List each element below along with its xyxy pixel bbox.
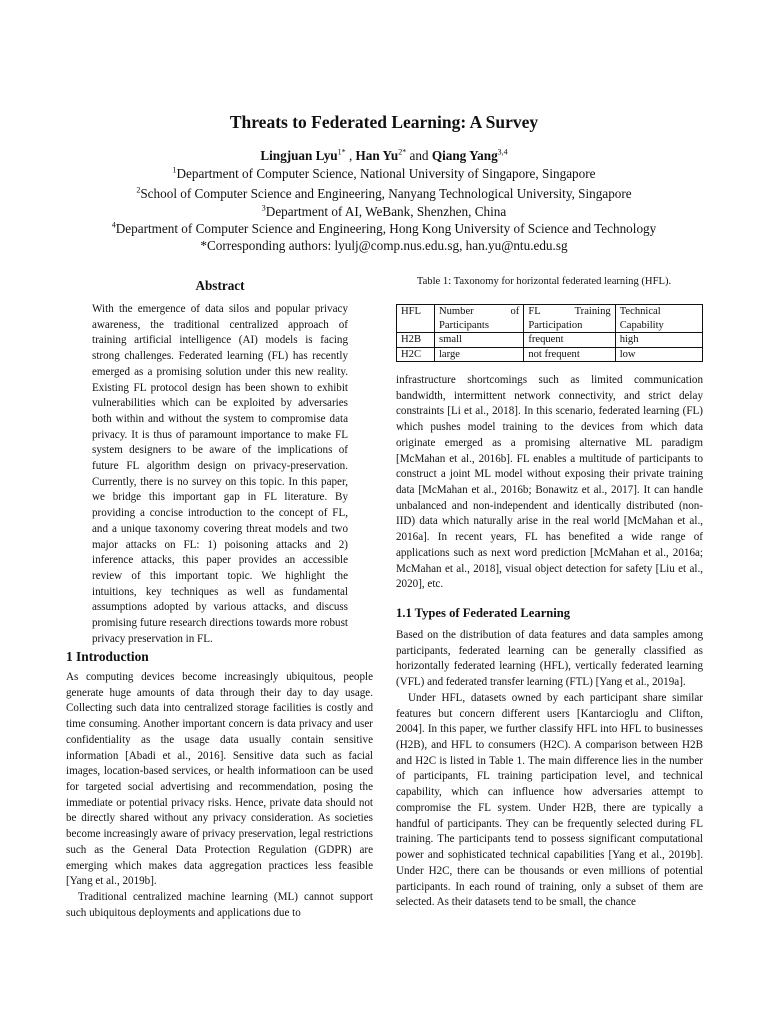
paragraph: Under HFL, datasets owned by each participant share similar features but concern different users [Kantarcioglu and Clifton, 2004]. In this paper, we further classify HFL into HFL to businesses (H2B), and HFL to consumers (H2C). A comparison between H2B and H2C is listed in Table 1. The main difference lies in the number of participants, FL training participation level, and technical capability, which can influence how adversaries attempt to compromise the FL system. Under H2B, there are typically a handful of participants. They can be frequently selected during FL training. The participants tend to possess significant computational power and sophisticated technical capabilities [Yang et al., 2019b]. Under H2C, there can be thousands or even millions of potential participants. In each round of training, only a subset of them are selected. As their datasets tend to be small, the chance: [396, 691, 703, 909]
affiliation: [0, 186, 768, 202]
author-superscript: 3,4: [497, 147, 508, 157]
affiliation-superscript: 4: [111, 220, 116, 230]
author-line: [0, 148, 768, 164]
subsection-heading-types-of-fl: 1.1 Types of Federated Learning: [396, 606, 571, 620]
table-caption: Table 1: Taxonomy for horizontal federated learning (HFL).: [416, 276, 672, 287]
affiliation-text: School of Computer Science and Engineering, Nanyang Technological University, Singapore: [140, 186, 632, 201]
author-name: Lingjuan Lyu: [260, 148, 338, 163]
affiliation-text: Department of AI, WeBank, Shenzhen, China: [265, 204, 507, 219]
paper-title: Threats to Federated Learning: A Survey: [229, 112, 539, 132]
affiliation-text: Department of Computer Science and Engineering, Hong Kong University of Science and Technology: [115, 221, 657, 236]
author-superscript: 2*: [398, 147, 407, 157]
abstract-heading: Abstract: [195, 278, 245, 293]
affiliation-superscript: 2: [136, 185, 141, 195]
author-name: Qiang Yang: [431, 148, 498, 163]
affiliation-text: Department of Computer Science, National University of Singapore, Singapore: [176, 166, 596, 181]
right-column-intro-continued: [396, 373, 703, 593]
paragraph: As computing devices become increasingly ubiquitous, people generate huge amounts of data through their day to day usage. Collecting such data into centralized storage facilities is costly and time consuming. Another important concern is data privacy and user confidentiality as the usage data usually contain sensitive information [Abadi et al., 2016]. Sensitive data such as facial images, location-based services, or health informatioon can be used for targeted social advertising and recommendation, posing the immediate or potential privacy risks. Hence, private data should not be directly shared without any privacy consideration. As societies become increasingly aware of privacy preservation, legal restrictions such as the General Data Protection Regulation (GDPR) are emerging which makes data aggregation practices less feasible [Yang et al., 2019b].: [66, 671, 373, 888]
affiliation: [0, 166, 768, 182]
table-cell: frequent: [524, 333, 615, 348]
table-cell: H2B: [397, 333, 435, 348]
corresponding-authors: *Corresponding authors: lyulj@comp.nus.edu.sg, han.yu@ntu.edu.sg: [200, 238, 568, 253]
taxonomy-table: [396, 304, 703, 362]
paragraph: Traditional centralized machine learning (ML) cannot support such ubiquitous deployments and applications due to: [66, 891, 373, 919]
author-separator: ,: [345, 148, 356, 163]
table-cell: high: [615, 333, 702, 348]
table-cell: low: [615, 347, 702, 362]
table-header-cell: Technical Capability: [615, 305, 702, 333]
affiliation-superscript: 1: [172, 165, 177, 175]
abstract-text: With the emergence of data silos and popular privacy awareness, the traditional centralized approach of training artificial intelligence (AI) models is facing strong challenges. Federated learning (FL) has recently emerged as a promising solution under this new reality. Existing FL protocol design has been shown to exhibit vulnerabilities which can be exploited by adversaries both within and without the system to compromise data privacy. It is thus of paramount importance to make FL system designers to be aware of the implications of future FL algorithm design on privacy-preservation. Currently, there is no survey on this topic. In this paper, we bridge this important gap in FL literature. By providing a concise introduction to the concept of FL, and a unique taxonomy covering threat models and two major attacks on FL: 1) poisoning attacks and 2) inference attacks, this paper provides an accessible review of this important topic. We highlight the intuitions, key techniques as well as fundamental assumptions adopted by various attacks, and discuss promising future research directions towards more robust privacy preservation in FL.: [92, 303, 348, 645]
paragraph: infrastructure shortcomings such as limited communication bandwidth, intermittent network connectivity, and strict delay constraints [Li et al., 2018]. In this scenario, federated learning (FL) which pushes model training to the devices from which data originate emerged as a promising alternative ML paradigm [McMahan et al., 2016b]. FL enables a multitude of participants to construct a joint ML model without exposing their private training data [McMahan et al., 2016b; Bonawitz et al., 2017]. It can handle unbalanced and non-independent and identically distributed (non-IID) data which naturally arise in the real world [McMahan et al., 2016a]. In recent years, FL has benefited a wide range of applications such as next word prediction [McMahan et al., 2016a; McMahan et al., 2018], visual object detection for safety [Liu et al., 2020], etc.: [396, 374, 703, 591]
author-separator: and: [406, 148, 432, 163]
table-row: [397, 347, 703, 362]
affiliation: [0, 221, 768, 237]
table-header-row: [397, 305, 703, 333]
introduction-body: [66, 670, 373, 922]
author-name: Han Yu: [355, 148, 399, 163]
table-cell: small: [434, 333, 523, 348]
section-heading-introduction: 1 Introduction: [66, 649, 149, 664]
table-cell: not frequent: [524, 347, 615, 362]
table-cell: H2C: [397, 347, 435, 362]
author-superscript: 1*: [337, 147, 346, 157]
types-of-fl-body: [396, 628, 703, 911]
table-header-cell: HFL: [397, 305, 435, 333]
table-header-cell: FL Training Participation: [524, 305, 615, 333]
table-header-cell: Number of Participants: [434, 305, 523, 333]
affiliation: [0, 204, 768, 220]
paragraph: Based on the distribution of data features and data samples among participants, federated learning can be generally classified as horizontally federated learning (HFL), vertically federated learning (VFL) and federated transfer learning (FTL) [Yang et al., 2019a].: [396, 629, 703, 689]
table-row: [397, 333, 703, 348]
affiliation-superscript: 3: [261, 203, 266, 213]
table-cell: large: [434, 347, 523, 362]
